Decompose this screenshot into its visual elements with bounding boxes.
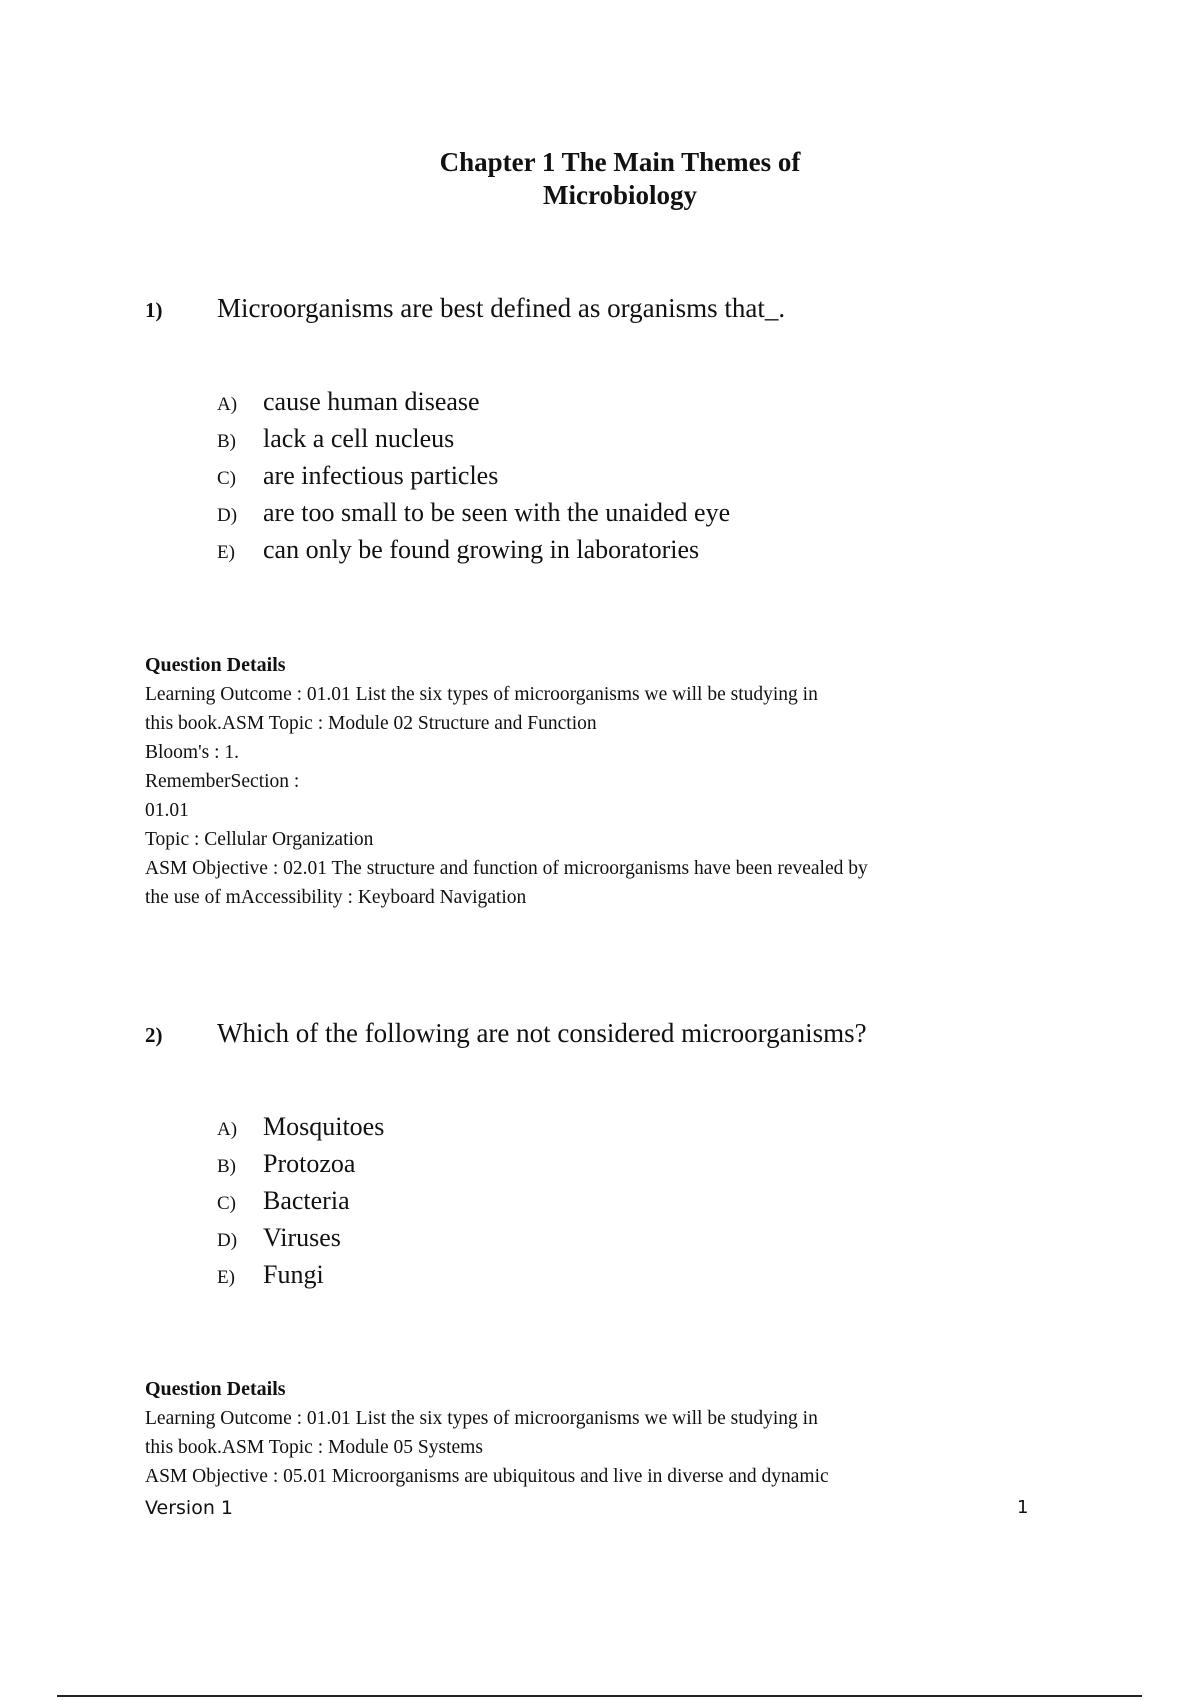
detail-line: RememberSection : [145,771,300,792]
option-text: lack a cell nucleus [263,424,455,453]
option-letter: C) [217,1193,236,1214]
option-letter: C) [217,468,236,489]
option-letter: E) [217,542,235,563]
question-1-text: Microorganisms are best defined as organisms that_. [217,293,786,323]
question-details-heading: Question Details [145,1378,286,1400]
question-2-options [217,1108,384,1293]
question-1-options [217,383,730,568]
question-1-number: 1) [145,298,163,322]
option-text: Fungi [263,1260,324,1289]
detail-line: this book.ASM Topic : Module 05 Systems [145,1437,483,1458]
option-text: Viruses [263,1223,341,1252]
question-2-option-c [217,1182,384,1219]
detail-line: Learning Outcome : 01.01 List the six types of microorganisms we will be studying in [145,684,818,705]
option-text: are too small to be seen with the unaided eye [263,498,731,527]
option-letter: B) [217,431,236,452]
question-2-details [145,1375,985,1491]
question-2-option-a [217,1108,384,1145]
question-2-text: Which of the following are not considered microorganisms? [217,1018,867,1048]
option-text: can only be found growing in laboratories [263,535,700,564]
question-2 [145,1016,867,1052]
option-text: are infectious particles [263,461,499,490]
detail-line: the use of mAccessibility : Keyboard Navigation [145,887,527,908]
option-text: Mosquitoes [263,1112,385,1141]
question-2-option-d [217,1219,384,1256]
question-details-heading: Question Details [145,654,286,676]
detail-line: Bloom's : 1. [145,742,239,763]
question-1-option-e [217,531,730,568]
question-2-number: 2) [145,1023,163,1047]
chapter-title-line-2: Microbiology [543,180,697,210]
option-letter: A) [217,394,238,415]
detail-line: Topic : Cellular Organization [145,829,374,850]
question-1-option-d [217,494,730,531]
detail-line: 01.01 [145,800,189,821]
option-letter: D) [217,1230,238,1251]
option-text: Bacteria [263,1186,350,1215]
question-1-option-b [217,420,730,457]
question-1-option-c [217,457,730,494]
bottom-divider [57,1695,1142,1697]
question-2-option-b [217,1145,384,1182]
question-1-details [145,651,985,912]
detail-line: ASM Objective : 05.01 Microorganisms are ubiquitous and live in diverse and dynamic [145,1466,829,1487]
option-letter: D) [217,505,238,526]
chapter-title-line-1: Chapter 1 The Main Themes of [439,147,801,177]
footer-page-number: 1 [1017,1497,1029,1518]
detail-line: ASM Objective : 02.01 The structure and function of microorganisms have been revealed by [145,858,868,879]
question-1 [145,291,785,327]
chapter-title [0,146,1200,212]
option-text: Protozoa [263,1149,356,1178]
question-2-option-e [217,1256,384,1293]
detail-line: Learning Outcome : 01.01 List the six types of microorganisms we will be studying in [145,1408,818,1429]
detail-line: this book.ASM Topic : Module 02 Structure and Function [145,713,597,734]
option-letter: B) [217,1156,236,1177]
footer-version: Version 1 [145,1497,233,1519]
question-1-option-a [217,383,730,420]
option-text: cause human disease [263,387,480,416]
option-letter: A) [217,1119,238,1140]
option-letter: E) [217,1267,235,1288]
